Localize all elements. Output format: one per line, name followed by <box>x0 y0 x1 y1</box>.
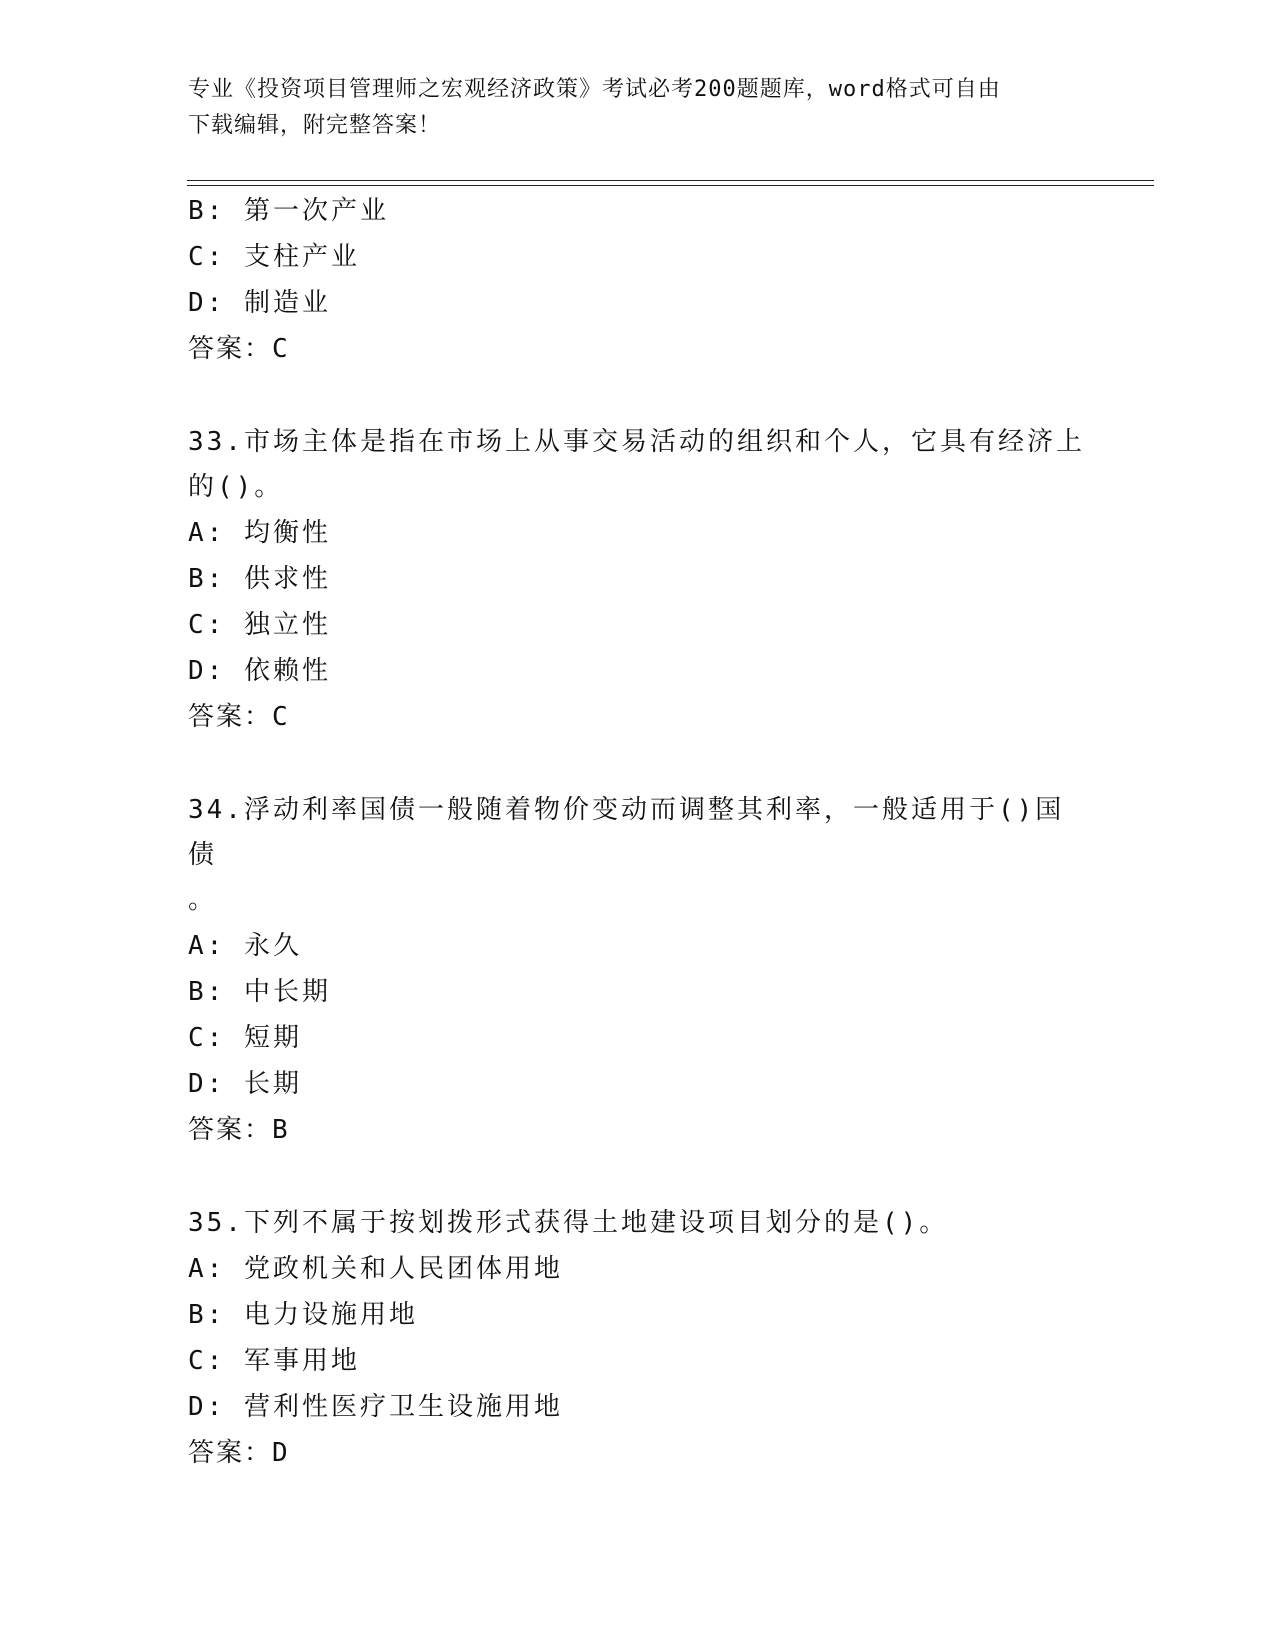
option-text: 均衡性 <box>243 518 331 548</box>
answer-value: C <box>272 334 290 364</box>
answer-value: C <box>272 702 290 732</box>
document-header <box>188 72 1088 144</box>
spacer <box>188 740 1088 788</box>
option-a <box>188 1246 1088 1292</box>
answer-line <box>188 326 1088 372</box>
option-b <box>188 969 1088 1015</box>
option-text: 军事用地 <box>243 1346 360 1376</box>
header-line-1: 专业《投资项目管理师之宏观经济政策》考试必考200题题库，word格式可自由 <box>188 77 1001 102</box>
option-d <box>188 648 1088 694</box>
option-label: B: <box>188 977 226 1007</box>
answer-label: 答案： <box>188 1438 273 1468</box>
option-d <box>188 1061 1088 1107</box>
question-35 <box>188 1201 1088 1476</box>
answer-value: B <box>272 1115 290 1145</box>
answer-value: D <box>272 1438 290 1468</box>
option-text: 营利性医疗卫生设施用地 <box>243 1392 563 1422</box>
option-label: A: <box>188 518 226 548</box>
answer-label: 答案： <box>188 1115 273 1145</box>
option-c <box>188 234 1088 280</box>
question-33 <box>188 420 1088 740</box>
option-c <box>188 602 1088 648</box>
option-text: 长期 <box>243 1069 302 1099</box>
option-a <box>188 510 1088 556</box>
question-text-line-1: 35.下列不属于按划拨形式获得土地建设项目划分的是()。 <box>188 1208 949 1238</box>
option-label: D: <box>188 1069 226 1099</box>
option-c <box>188 1015 1088 1061</box>
option-label: C: <box>188 1346 226 1376</box>
spacer <box>188 1153 1088 1201</box>
question-text-line-2: 的()。 <box>188 472 284 502</box>
question-text-line-1: 34.浮动利率国债一般随着物价变动而调整其利率，一般适用于()国债 <box>188 795 1065 870</box>
option-label: B: <box>188 564 226 594</box>
answer-line <box>188 1107 1088 1153</box>
answer-line <box>188 1430 1088 1476</box>
option-label: A: <box>188 1254 226 1284</box>
option-text: 供求性 <box>243 564 331 594</box>
answer-line <box>188 694 1088 740</box>
answer-label: 答案： <box>188 334 273 364</box>
option-label: C: <box>188 1023 226 1053</box>
option-a <box>188 923 1088 969</box>
option-label: B: <box>188 1300 226 1330</box>
spacer <box>188 372 1088 420</box>
option-text: 短期 <box>243 1023 302 1053</box>
header-divider-top <box>187 180 1154 181</box>
option-b <box>188 188 1088 234</box>
option-text: 电力设施用地 <box>243 1300 418 1330</box>
option-text: 依赖性 <box>243 656 331 686</box>
option-label: A: <box>188 931 226 961</box>
question-continued <box>188 188 1088 372</box>
question-34 <box>188 788 1088 1153</box>
option-text: 党政机关和人民团体用地 <box>243 1254 563 1284</box>
answer-label: 答案： <box>188 702 273 732</box>
question-text-line-1: 33.市场主体是指在市场上从事交易活动的组织和个人，它具有经济上 <box>188 427 1085 457</box>
option-text: 独立性 <box>243 610 331 640</box>
option-label: C: <box>188 610 226 640</box>
question-list <box>188 188 1088 1476</box>
option-label: C: <box>188 242 226 272</box>
option-label: D: <box>188 656 226 686</box>
option-text: 支柱产业 <box>243 242 360 272</box>
option-text: 制造业 <box>243 288 331 318</box>
option-b <box>188 556 1088 602</box>
option-label: D: <box>188 288 226 318</box>
option-c <box>188 1338 1088 1384</box>
option-b <box>188 1292 1088 1338</box>
option-text: 中长期 <box>243 977 331 1007</box>
option-d <box>188 1384 1088 1430</box>
option-text: 第一次产业 <box>243 196 389 226</box>
question-text-line-2: 。 <box>188 885 218 915</box>
option-label: B: <box>188 196 226 226</box>
option-text: 永久 <box>243 931 302 961</box>
option-label: D: <box>188 1392 226 1422</box>
header-line-2: 下载编辑，附完整答案！ <box>188 113 442 138</box>
header-divider-bottom <box>187 185 1154 186</box>
option-d <box>188 280 1088 326</box>
